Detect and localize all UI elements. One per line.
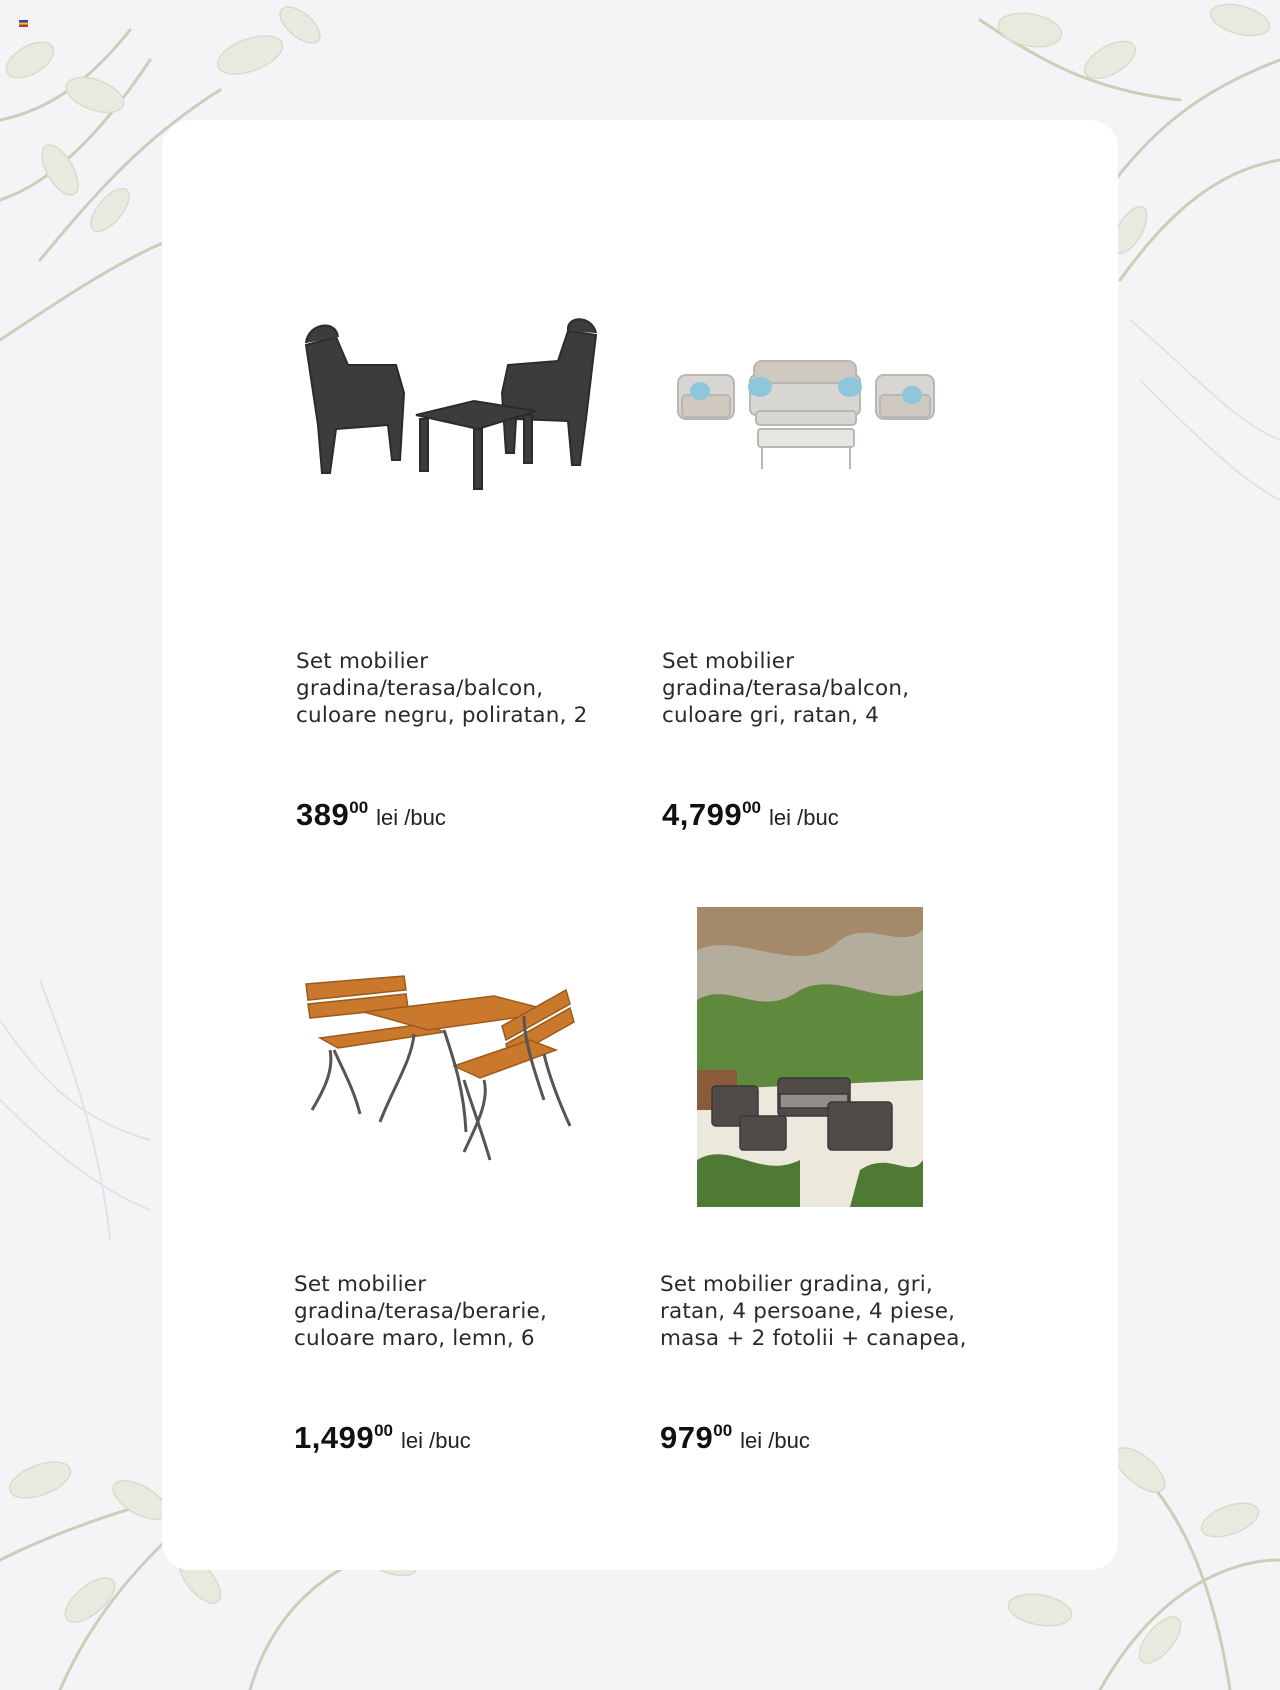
grey-rattan-lounge-set-image bbox=[662, 215, 992, 535]
wooden-benches-table-image bbox=[294, 890, 624, 1210]
flag-icon bbox=[19, 20, 28, 27]
price-unit: lei /buc bbox=[401, 1428, 471, 1453]
product-price bbox=[294, 1420, 624, 1456]
product-name: Set mobilier gradina/terasa/balcon, culoare gri, ratan, 4 bbox=[662, 649, 910, 728]
price-unit: lei /buc bbox=[769, 805, 839, 830]
black-rattan-chairs-table-image bbox=[296, 215, 626, 535]
price-main: 1,499 bbox=[294, 1420, 375, 1455]
price-cents: 00 bbox=[713, 1421, 733, 1440]
product-name: Set mobilier gradina/terasa/berarie, culoare maro, lemn, 6 bbox=[294, 1272, 547, 1351]
price-main: 389 bbox=[296, 797, 350, 832]
price-main: 4,799 bbox=[662, 797, 743, 832]
price-cents: 00 bbox=[349, 798, 369, 817]
product-name: Set mobilier gradina/terasa/balcon, culoare negru, poliratan, 2 bbox=[296, 649, 588, 728]
price-cents: 00 bbox=[374, 1421, 393, 1440]
catalog-card bbox=[162, 120, 1118, 1570]
garden-patio-photo-image bbox=[660, 890, 990, 1210]
price-unit: lei /buc bbox=[740, 1428, 810, 1453]
product-price bbox=[662, 797, 992, 833]
price-unit: lei /buc bbox=[376, 805, 446, 830]
price-main: 979 bbox=[660, 1420, 714, 1455]
product-price bbox=[660, 1420, 990, 1456]
product-price bbox=[296, 797, 626, 833]
price-cents: 00 bbox=[742, 798, 761, 817]
product-name: Set mobilier gradina, gri, ratan, 4 persoane, 4 piese, masa + 2 fotolii + canapea, bbox=[660, 1272, 967, 1351]
